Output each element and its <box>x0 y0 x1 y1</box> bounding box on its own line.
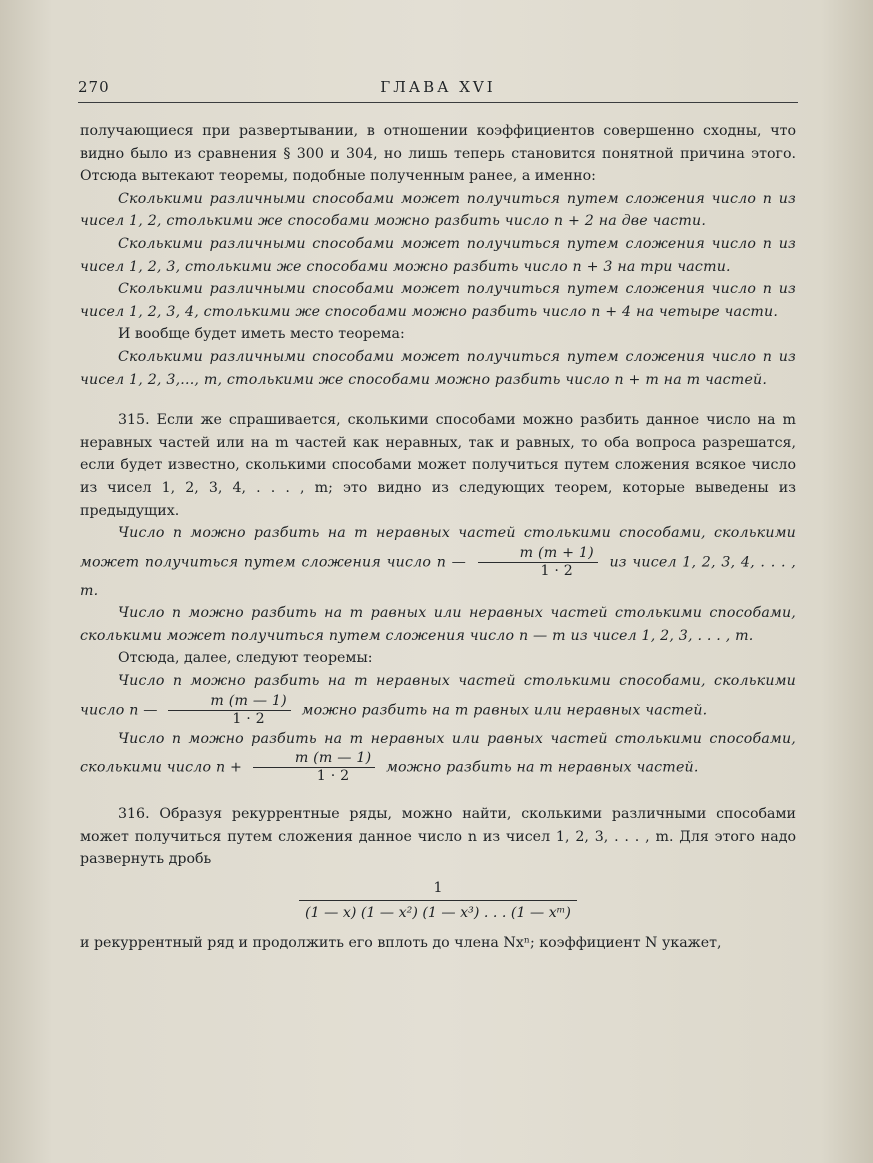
paragraph-intro: получающиеся при развертывании, в отношении коэффициентов совершенно сходны, что видно было из сравнения § 300 и 304, но лишь теперь становится понятной причина этого. Отсюда вытекают теоремы, подобные полученным ранее, а именно: <box>80 123 796 185</box>
page-header <box>78 74 798 104</box>
formula-3-prefix: n + <box>215 759 243 776</box>
paragraph-final: и рекуррентный ряд и продолжить его вплоть до члена Nxⁿ; коэффициент N укажет, <box>80 935 722 952</box>
theorem-6: Число n можно разбить на m равных или неравных частей столькими способами, сколькими может получиться путем сложения число n — m из чисел 1, 2, 3, . . . , m. <box>80 605 796 644</box>
generating-fraction-numerator: 1 <box>433 880 443 897</box>
theorem-7-text: Число n можно разбить на m неравных частей столькими способами, сколькими число <box>80 673 796 719</box>
formula-1-prefix: n — <box>436 554 467 571</box>
theorem-general: Сколькими различными способами может получиться путем сложения число n из чисел 1, 2, 3,..., m, столькими же способами можно разбить число n + m на m частей. <box>80 348 796 388</box>
theorem-8 <box>80 728 796 786</box>
formula-3-fraction <box>253 750 376 785</box>
theorem-7 <box>80 670 796 728</box>
paragraph-further: Отсюда, далее, следуют теоремы: <box>118 650 373 667</box>
header-rule <box>78 102 798 103</box>
generating-fraction <box>80 877 796 924</box>
formula-1-numerator: m (m + 1) <box>478 545 598 563</box>
section-316: 316. Образуя рекуррентные ряды, можно найти, сколькими различными способами может получиться путем сложения данное число n из чисел 1, 2, 3, . . . , m. Для этого надо развернуть дробь <box>80 806 796 868</box>
formula-3-numerator: m (m — 1) <box>253 750 376 768</box>
section-315: 315. Если же спрашивается, сколькими способами можно разбить данное число на m неравных частей или на m частей как неравных, так и равных, то оба вопроса разрешатся, если будет известно, сколькими способами может получиться путем сложения всякое число из чисел 1, 2, 3, 4, . . . , m; это видно из следующих теорем, которые выведены из предыдущих. <box>80 412 796 519</box>
formula-1-denominator: 1 · 2 <box>540 562 574 579</box>
paragraph-general: И вообще будет иметь место теорема: <box>118 326 405 343</box>
theorem-1: Сколькими различными способами может получиться путем сложения число n из чисел 1, 2, столькими же способами можно разбить число n + 2 на две части. <box>80 190 796 230</box>
running-head: ГЛАВА XVI <box>380 78 496 96</box>
formula-2-denominator: 1 · 2 <box>232 710 265 727</box>
theorem-8-text: Число n можно разбить на m неравных или равных частей столькими способами, сколькими число <box>80 730 796 776</box>
theorem-7-tail: можно разбить на m равных или неравных частей. <box>301 702 708 719</box>
formula-3-denominator: 1 · 2 <box>316 768 350 785</box>
theorem-5 <box>80 522 796 602</box>
formula-2-prefix: n — <box>129 702 158 719</box>
theorem-5-text: Число n можно разбить на m неравных частей столькими способами, сколькими может получиться путем сложения число <box>80 525 796 571</box>
generating-fraction-denominator: (1 — x) (1 — x²) (1 — x³) . . . (1 — xᵐ) <box>299 900 577 925</box>
theorem-3: Сколькими различными способами может получиться путем сложения число n из чисел 1, 2, 3, 4, столькими же способами можно разбить число n + 4 на четыре части. <box>80 281 796 320</box>
theorem-5-tail: из чисел 1, 2, 3, 4, . . . , m. <box>80 554 797 599</box>
page-number: 270 <box>78 78 110 96</box>
theorem-2: Сколькими различными способами может получиться путем сложения число n из чисел 1, 2, 3, столькими же способами можно разбить число n + 3 на три части. <box>80 235 796 275</box>
theorem-8-tail: можно разбить на m неравных частей. <box>386 759 699 776</box>
formula-1-fraction <box>478 545 598 580</box>
page-body <box>80 120 796 955</box>
formula-2-fraction <box>168 693 291 728</box>
formula-2-numerator: m (m — 1) <box>168 693 291 711</box>
